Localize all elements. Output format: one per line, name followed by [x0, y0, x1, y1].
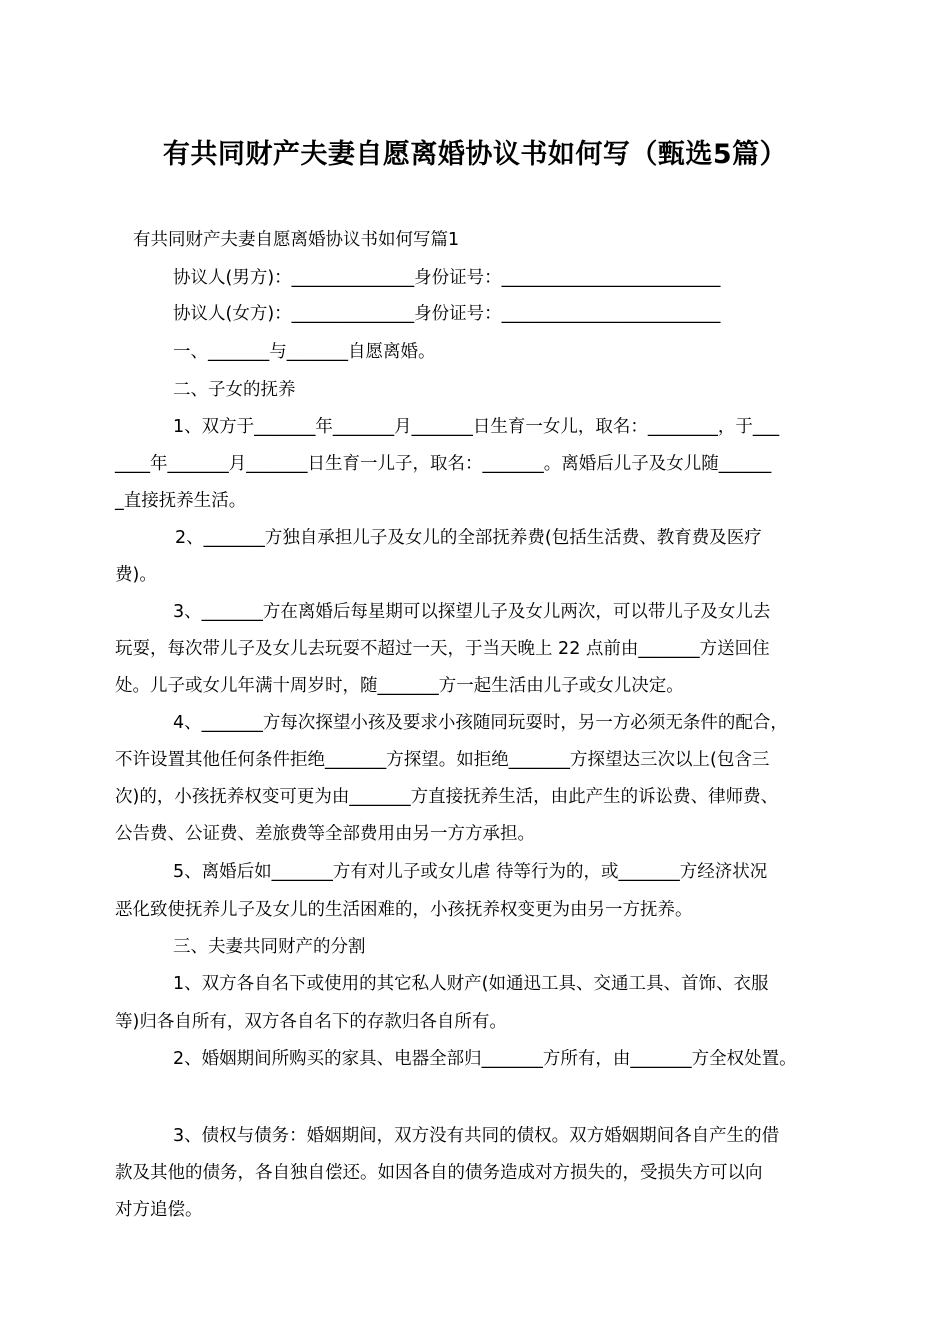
clause-2-heading: 二、子女的抚养	[173, 380, 296, 400]
clause-3-heading: 三、夫妻共同财产的分割	[173, 937, 366, 957]
paragraph-line: 1、双方各自名下或使用的其它私人财产(如通迅工具、交通工具、首饰、衣服	[173, 974, 769, 994]
paragraph-line: 等)归各自所有，双方各自名下的存款归各自所有。	[115, 1012, 507, 1032]
paragraph-line: ____年_______月_______日生育一儿子，取名：_______。离婚后儿子及女儿随______	[115, 454, 772, 474]
paragraph-line: 公告费、公证费、差旅费等全部费用由另一方方承担。	[115, 824, 535, 844]
paragraph-line: 玩耍，每次带儿子及女儿去玩耍不超过一天，于当天晚上 22 点前由_______方送回住	[115, 639, 770, 659]
party-male-line: 协议人(男方)：______________身份证号：_________________________	[173, 268, 721, 288]
paragraph-line: _直接抚养生活。	[115, 491, 247, 511]
paragraph-line: 1、双方于_______年_______月_______日生育一女儿，取名：________，于___	[173, 417, 780, 437]
paragraph-line: 4、_______方每次探望小孩及要求小孩随同玩耍时，另一方必须无条件的配合，	[173, 713, 788, 733]
paragraph-line: 次)的，小孩抚养权变可更为由_______方直接抚养生活，由此产生的诉讼费、律师费、	[115, 787, 779, 807]
clause-1: 一、_______与_______自愿离婚。	[173, 342, 436, 362]
paragraph-line: 5、离婚后如_______方有对儿子或女儿虐 待等行为的，或_______方经济状况	[173, 862, 768, 882]
paragraph-line: 款及其他的债务，各自独自偿还。如因各自的债务造成对方损失的，受损失方可以向	[115, 1163, 763, 1183]
section-heading: 有共同财产夫妻自愿离婚协议书如何写篇1	[133, 230, 460, 250]
paragraph-line: 2、_______方独自承担儿子及女儿的全部抚养费(包括生活费、教育费及医疗	[175, 528, 762, 548]
paragraph-line: 恶化致使抚养儿子及女儿的生活困难的，小孩抚养权变更为由另一方抚养。	[115, 900, 693, 920]
paragraph-line: 3、_______方在离婚后每星期可以探望儿子及女儿两次，可以带儿子及女儿去	[173, 602, 771, 622]
paragraph-line: 处。儿子或女儿年满十周岁时，随_______方一起生活由儿子或女儿决定。	[115, 676, 684, 696]
paragraph-line: 3、债权与债务：婚姻期间，双方没有共同的债权。双方婚姻期间各自产生的借	[173, 1126, 780, 1146]
paragraph-line: 费)。	[115, 565, 157, 585]
party-female-line: 协议人(女方)：______________身份证号：_________________________	[173, 304, 721, 324]
paragraph-line: 不许设置其他任何条件拒绝_______方探望。如拒绝_______方探望达三次以上(包含三	[115, 750, 770, 770]
paragraph-line: 对方追偿。	[115, 1200, 203, 1220]
document-title: 有共同财产夫妻自愿离婚协议书如何写（甄选5篇）	[162, 139, 788, 170]
paragraph-line: 2、婚姻期间所购买的家具、电器全部归_______方所有，由_______方全权处置。	[173, 1049, 797, 1069]
